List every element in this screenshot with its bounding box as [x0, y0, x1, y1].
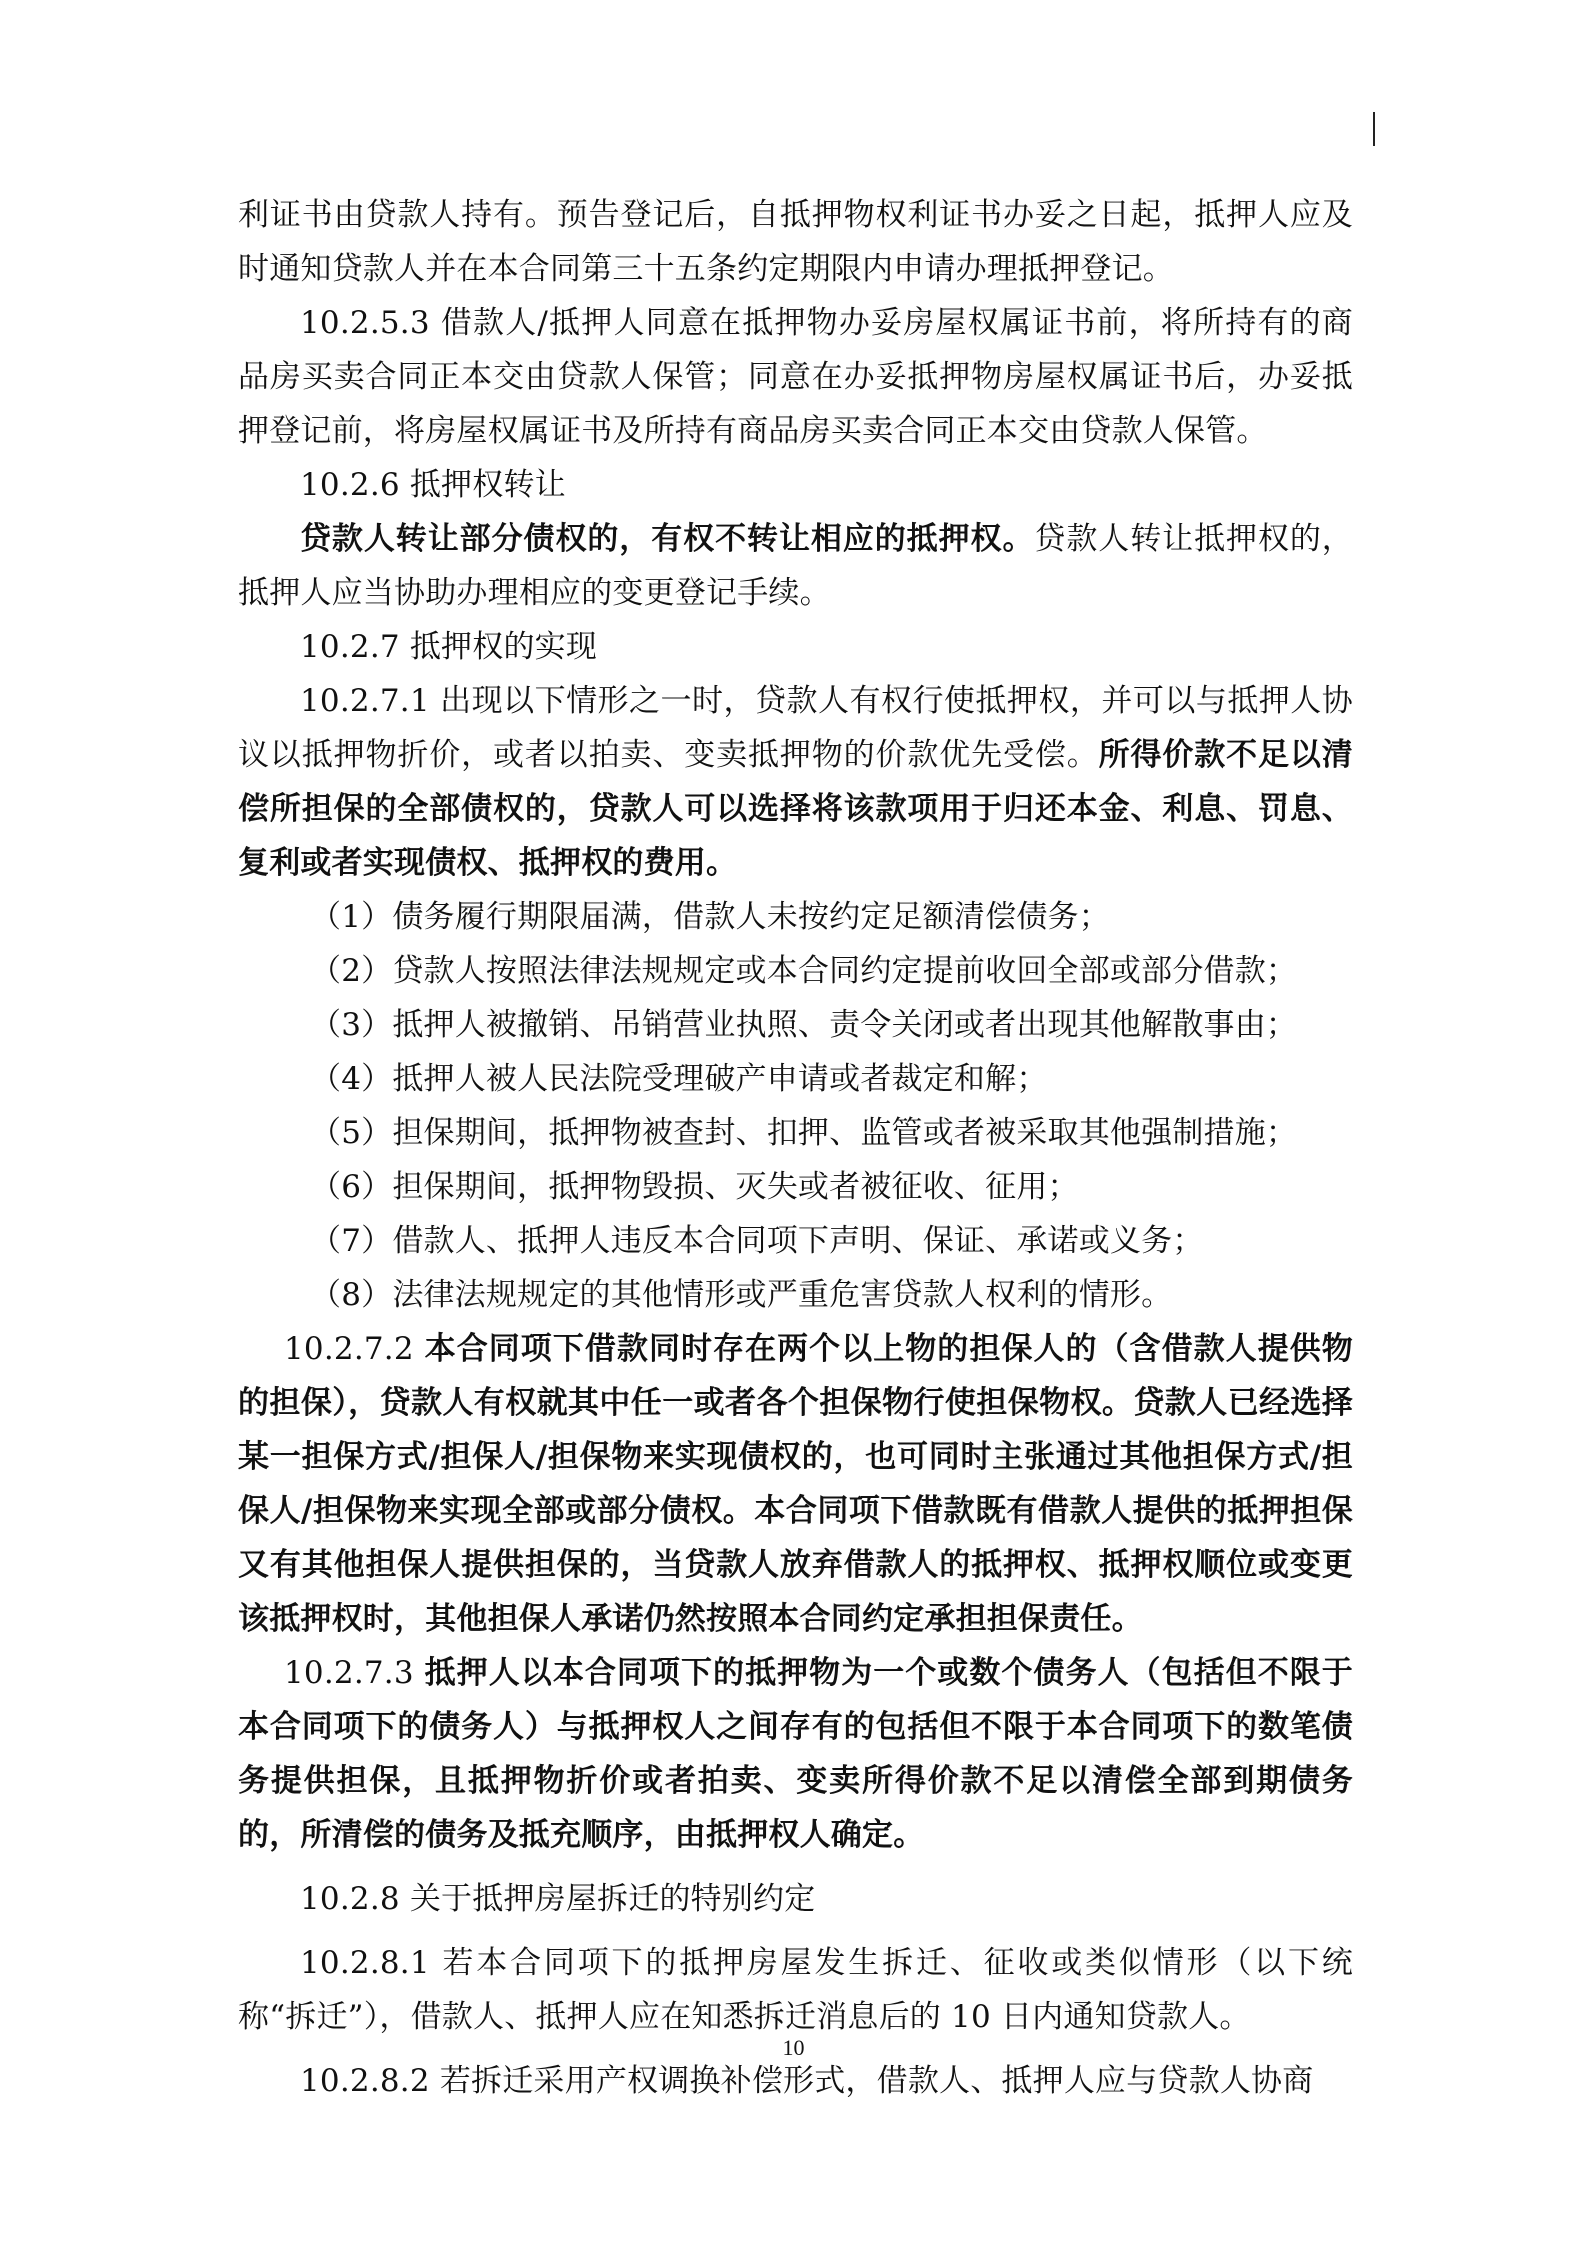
list-item: （8）法律法规规定的其他情形或严重危害贷款人权利的情形。 — [310, 1277, 1173, 1313]
list-item: （5）担保期间，抵押物被查封、扣押、监管或者被采取其他强制措施； — [310, 1115, 1298, 1151]
heading-10-2-6: 10.2.6 抵押权转让 — [300, 467, 566, 503]
clause-10-2-7-1: 10.2.7.1 出现以下情形之一时，贷款人有权行使抵押权，并可以与抵押人协议以抵押物折价，或者以拍卖、变卖抵押物的价款优先受偿。所得价款不足以清偿所担保的全部债权的，贷款人可以选择将该款项用于归还本金、利息、罚息、复利或者实现债权、抵押权的费用。 — [238, 683, 1353, 881]
clause-10-2-5-3: 10.2.5.3 借款人/抵押人同意在抵押物办妥房屋权属证书前，将所持有的商品房买卖合同正本交由贷款人保管；同意在办妥抵押物房屋权属证书后，办妥抵押登记前，将房屋权属证书及所持有商品房买卖合同正本交由贷款人保管。 — [238, 305, 1353, 449]
heading-10-2-7: 10.2.7 抵押权的实现 — [300, 629, 598, 665]
clause-10-2-6-body: 贷款人转让部分债权的，有权不转让相应的抵押权。贷款人转让抵押权的，抵押人应当协助办理相应的变更登记手续。 — [238, 521, 1353, 611]
paragraph-continuation: 利证书由贷款人持有。预告登记后，自抵押物权利证书办妥之日起，抵押人应及时通知贷款人并在本合同第三十五条约定期限内申请办理抵押登记。 — [238, 197, 1353, 287]
page-number: 10 — [782, 2035, 805, 2060]
clause-10-2-8-1: 10.2.8.1 若本合同项下的抵押房屋发生拆迁、征收或类似情形（以下统称“拆迁”），借款人、抵押人应在知悉拆迁消息后的 10 日内通知贷款人。 — [238, 1945, 1353, 2035]
list-item: （1）债务履行期限届满，借款人未按约定足额清偿债务； — [310, 899, 1110, 935]
list-item: （4）抵押人被人民法院受理破产申请或者裁定和解； — [310, 1061, 1048, 1097]
document-body — [238, 188, 1353, 2108]
heading-10-2-8: 10.2.8 关于抵押房屋拆迁的特别约定 — [300, 1881, 816, 1917]
margin-mark — [1373, 112, 1375, 146]
clause-10-2-7-2: 10.2.7.2 本合同项下借款同时存在两个以上物的担保人的（含借款人提供物的担保），贷款人有权就其中任一或者各个担保物行使担保物权。贷款人已经选择某一担保方式/担保人/担保物来实现债权的，也可同时主张通过其他担保方式/担保人/担保物来实现全部或部分债权。本合同项下借款既有借款人提供的抵押担保又有其他担保人提供担保的，当贷款人放弃借款人的抵押权、抵押权顺位或变更该抵押权时，其他担保人承诺仍然按照本合同约定承担担保责任。 — [238, 1331, 1353, 1637]
list-item: （3）抵押人被撤销、吊销营业执照、责令关闭或者出现其他解散事由； — [310, 1007, 1298, 1043]
list-item: （6）担保期间，抵押物毁损、灭失或者被征收、征用； — [310, 1169, 1079, 1205]
clause-10-2-7-3: 10.2.7.3 抵押人以本合同项下的抵押物为一个或数个债务人（包括但不限于本合同项下的债务人）与抵押权人之间存有的包括但不限于本合同项下的数笔债务提供担保，且抵押物折价或者拍卖、变卖所得价款不足以清偿全部到期债务的，所清偿的债务及抵充顺序，由抵押权人确定。 — [238, 1655, 1353, 1853]
list-item: （2）贷款人按照法律法规规定或本合同约定提前收回全部或部分借款； — [310, 953, 1298, 989]
clause-10-2-8-2: 10.2.8.2 若拆迁采用产权调换补偿形式，借款人、抵押人应与贷款人协商 — [300, 2063, 1314, 2099]
list-item: （7）借款人、抵押人违反本合同项下声明、保证、承诺或义务； — [310, 1223, 1204, 1259]
